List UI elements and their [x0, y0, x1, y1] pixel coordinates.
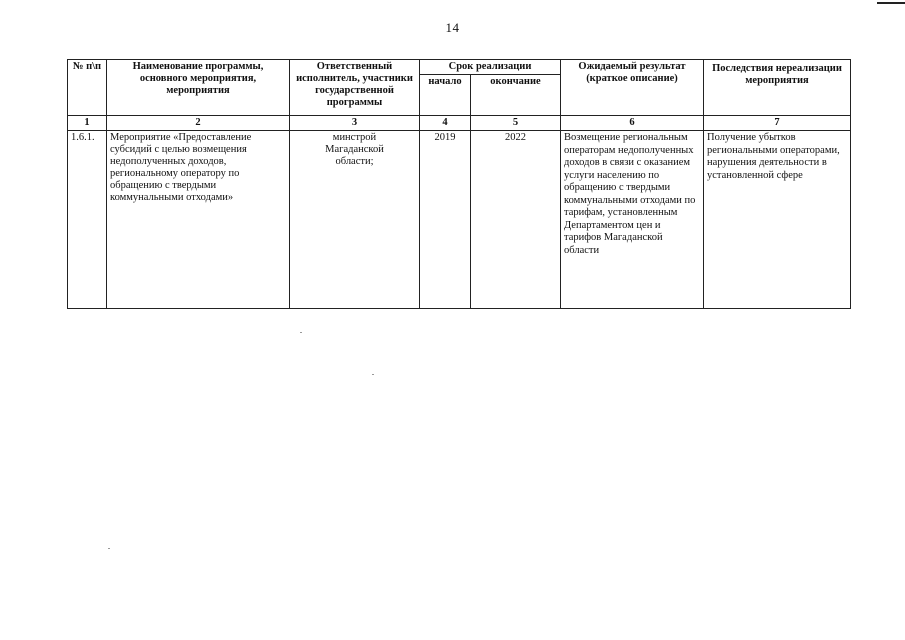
- scan-speck: [108, 548, 110, 549]
- row-end: 2022: [471, 131, 561, 309]
- header-responsible: Ответственный исполнитель, участники государственной программы: [290, 60, 420, 116]
- table-row: [68, 131, 851, 309]
- header-period: Срок реализации: [420, 60, 561, 75]
- scan-speck: [372, 374, 374, 375]
- column-number: 3: [290, 116, 420, 131]
- column-number: 4: [420, 116, 471, 131]
- column-number-row: [68, 116, 851, 131]
- program-activities-table: [67, 59, 851, 309]
- scan-speck: [300, 332, 302, 333]
- column-number: 6: [561, 116, 704, 131]
- header-result: Ожидаемый результат (краткое описание): [561, 60, 704, 116]
- column-number: 5: [471, 116, 561, 131]
- column-number: 2: [107, 116, 290, 131]
- row-result: Возмещение региональным операторам недополученных доходов в связи с оказанием услуги населению по обращению с твердыми коммунальными отходами по тарифам, установленным Департаментом цен и тарифов Магаданской области: [561, 131, 704, 309]
- row-num: 1.6.1.: [68, 131, 107, 309]
- row-consequences: Получение убытков региональными операторами, нарушения деятельности в установленной сфере: [704, 131, 851, 309]
- scan-edge-mark: [877, 2, 905, 4]
- row-name: Мероприятие «Предоставление субсидий с целью возмещения недополученных доходов, региональному оператору по обращению с твердыми коммунальными отходами»: [107, 131, 290, 309]
- header-start: начало: [420, 75, 471, 116]
- header-name: Наименование программы, основного мероприятия, мероприятия: [107, 60, 290, 116]
- page-number: 14: [445, 20, 460, 35]
- row-start: 2019: [420, 131, 471, 309]
- header-num: № п\п: [68, 60, 107, 116]
- header-row: [68, 60, 851, 75]
- column-number: 1: [68, 116, 107, 131]
- header-end: окончание: [471, 75, 561, 116]
- column-number: 7: [704, 116, 851, 131]
- row-responsible: минстрой Магаданской области;: [290, 131, 420, 309]
- header-consequences: Последствия нереализации мероприятия: [704, 60, 851, 116]
